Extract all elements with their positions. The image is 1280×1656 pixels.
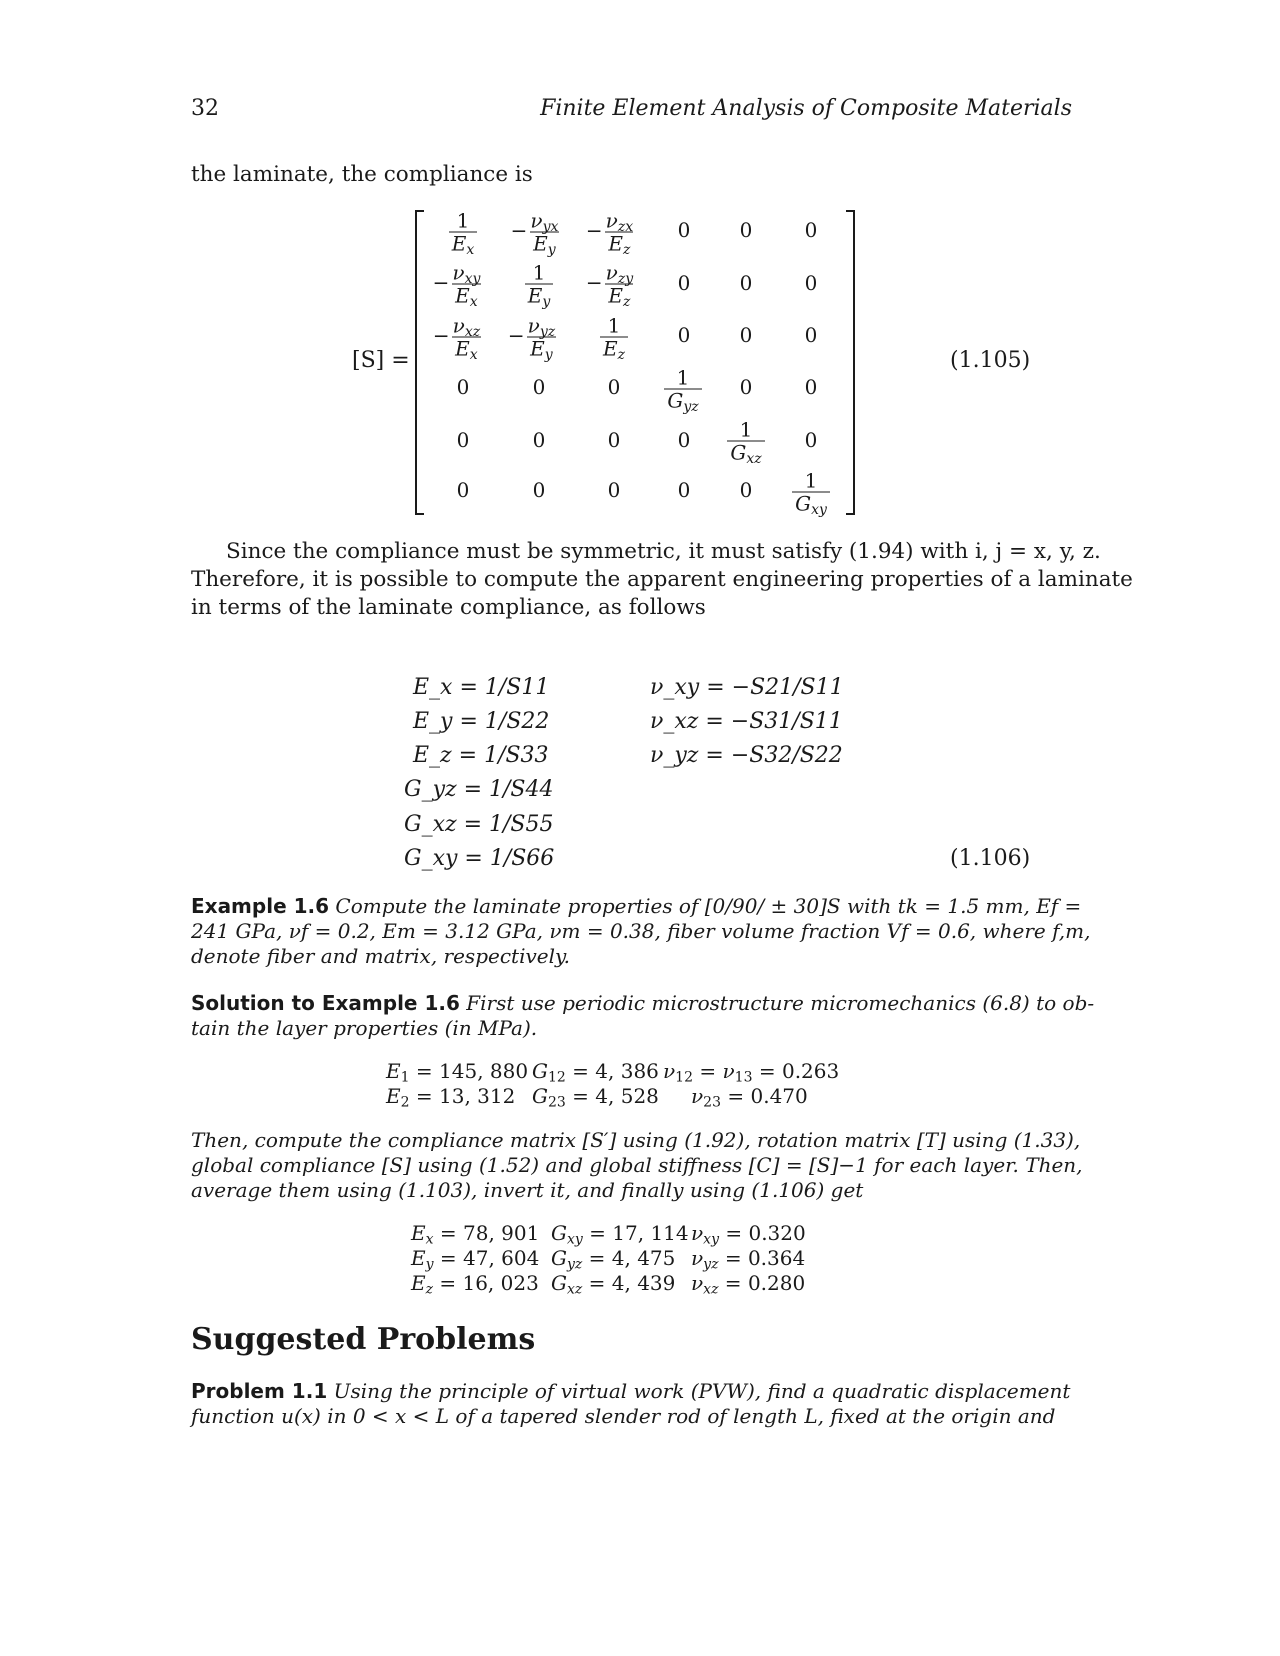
eq-line: ν_yz = −S32/S22 xyxy=(650,743,843,768)
layer-props-row: $G_{12} = 4$, 386 xyxy=(532,1059,659,1086)
eq-line: E_y = 1/S22 xyxy=(413,709,550,734)
intro-line: the laminate, the compliance is xyxy=(191,162,533,187)
matrix-cell: 0 xyxy=(456,375,470,399)
matrix-cell: 0 xyxy=(804,428,818,452)
example-line xyxy=(191,894,1081,918)
matrix-cell: 0 xyxy=(607,428,621,452)
value-nuxz: 0.280 xyxy=(747,1271,806,1295)
matrix-cell: 0 xyxy=(532,478,546,502)
example-line: denote fiber and matrix, respectively. xyxy=(191,944,570,968)
matrix-cell: − $\frac{\nu_{xy}}{E_x}$ xyxy=(432,260,481,310)
matrix-cell: 0 xyxy=(804,218,818,242)
matrix-cell: $\frac{1}{E_y}$ xyxy=(504,262,574,307)
solution-line: tain the layer properties (in MPa). xyxy=(191,1016,538,1040)
value-nuyz: 0.364 xyxy=(747,1246,806,1270)
value-nu23: 0.470 xyxy=(750,1084,808,1108)
matrix-cell: 0 xyxy=(804,375,818,399)
matrix-cell: 0 xyxy=(677,478,691,502)
laminate-props-row: $\nu_{xz} = 0.280$ xyxy=(691,1271,806,1298)
laminate-props-row: $E_x = 78$, 901 xyxy=(411,1221,540,1248)
paragraph-line: Then, compute the compliance matrix [S′] using (1.92), rotation matrix [T] using (1.33), xyxy=(191,1128,1081,1152)
matrix-cell: − $\frac{\nu_{zx}}{E_z}$ xyxy=(585,208,634,258)
laminate-props-row: $\nu_{xy} = 0.320$ xyxy=(691,1221,806,1248)
equation-number-1105: (1.105) xyxy=(950,348,1031,373)
paragraph-line: average them using (1.103), invert it, and finally using (1.106) get xyxy=(191,1178,864,1202)
value-Ez: 16, 023 xyxy=(462,1271,539,1295)
matrix-cell: − $\frac{\nu_{yz}}{E_y}$ xyxy=(507,313,556,363)
matrix-cell: 0 xyxy=(739,375,753,399)
laminate-props-row: $G_{xy} = 17$, 114 xyxy=(551,1221,689,1248)
value-Ex: 78, 901 xyxy=(463,1221,540,1245)
equation-number-1106: (1.106) xyxy=(950,846,1031,871)
paragraph-line: Since the compliance must be symmetric, it must satisfy (1.94) with i, j = x, y, z. xyxy=(226,539,1101,564)
matrix-cell: 0 xyxy=(607,375,621,399)
matrix-cell: 0 xyxy=(677,271,691,295)
value-Gxz: 4, 439 xyxy=(611,1271,676,1295)
matrix-cell: 0 xyxy=(739,323,753,347)
matrix-cell: 0 xyxy=(456,428,470,452)
matrix-cell: − $\frac{\nu_{yx}}{E_y}$ xyxy=(510,208,559,258)
layer-props-row: $\nu_{12} = \nu_{13} = 0.263$ xyxy=(663,1059,840,1086)
problem-label: Problem 1.1 xyxy=(191,1379,328,1403)
matrix-cell: $\frac{1}{E_z}$ xyxy=(579,315,649,360)
matrix-cell: 0 xyxy=(677,428,691,452)
value-nuxy: 0.320 xyxy=(748,1221,806,1245)
matrix-cell: $\frac{1}{E_x}$ xyxy=(428,210,498,255)
value-G12: 4, 386 xyxy=(595,1059,659,1083)
solution-line xyxy=(191,991,1094,1015)
laminate-props-row: $G_{yz} = 4$, 475 xyxy=(551,1246,676,1273)
matrix-lhs: [S] = xyxy=(352,348,410,373)
eq-line: ν_xz = −S31/S11 xyxy=(650,709,843,734)
matrix-cell: 0 xyxy=(532,428,546,452)
matrix-cell: − $\frac{\nu_{zy}}{E_z}$ xyxy=(585,260,634,310)
layer-props-row: $G_{23} = 4$, 528 xyxy=(532,1084,659,1111)
value-nu12: 0.263 xyxy=(781,1059,840,1083)
matrix-cell: 0 xyxy=(677,218,691,242)
running-header: Finite Element Analysis of Composite Materials xyxy=(540,96,1072,121)
problem-line: function u(x) in 0 < x < L of a tapered slender rod of length L, fixed at the origin and xyxy=(191,1404,1056,1428)
solution-label: Solution to Example 1.6 xyxy=(191,991,460,1015)
matrix-cell: 0 xyxy=(739,271,753,295)
matrix-cell: $\frac{1}{G_{xy}}$ xyxy=(776,470,846,515)
laminate-props-row: $G_{xz} = 4$, 439 xyxy=(551,1271,676,1298)
matrix-cell: 0 xyxy=(456,478,470,502)
laminate-props-row: $E_y = 47$, 604 xyxy=(411,1246,540,1273)
page-number: 32 xyxy=(191,96,219,121)
value-Ey: 47, 604 xyxy=(463,1246,540,1270)
solution-text: First use periodic microstructure micromechanics (6.8) to ob- xyxy=(466,991,1095,1015)
example-line: 241 GPa, νf = 0.2, Em = 3.12 GPa, νm = 0.38, fiber volume fraction Vf = 0.6, where f,m, xyxy=(191,919,1091,943)
matrix-cell: 0 xyxy=(804,323,818,347)
laminate-props-row: $E_z = 16$, 023 xyxy=(411,1271,539,1298)
eq-line: ν_xy = −S21/S11 xyxy=(650,675,844,700)
eq-line: E_x = 1/S11 xyxy=(413,675,550,700)
matrix-cell: 0 xyxy=(804,271,818,295)
value-E1: 145, 880 xyxy=(439,1059,529,1083)
example-label: Example 1.6 xyxy=(191,894,330,918)
matrix-cell: − $\frac{\nu_{xz}}{E_x}$ xyxy=(432,313,481,363)
paragraph-line: global compliance [S] using (1.52) and global stiffness [C] = [S]−1 for each layer. Then, xyxy=(191,1153,1083,1177)
matrix-cell: $\frac{1}{G_{xz}}$ xyxy=(711,419,781,464)
layer-props-row: $\nu_{23} = 0.470$ xyxy=(691,1084,808,1111)
layer-props-row: $E_2 = 13$, 312 xyxy=(386,1084,516,1111)
matrix-cell: 0 xyxy=(739,218,753,242)
eq-line: G_xz = 1/S55 xyxy=(404,812,554,837)
matrix-cell: 0 xyxy=(532,375,546,399)
matrix-cell: 0 xyxy=(607,478,621,502)
compliance-matrix-equation xyxy=(0,0,1280,540)
problem-text: Using the principle of virtual work (PVW), find a quadratic displacement xyxy=(333,1379,1071,1403)
value-E2: 13, 312 xyxy=(439,1084,516,1108)
problem-line xyxy=(191,1379,1070,1403)
section-heading: Suggested Problems xyxy=(191,1322,536,1357)
eq-line: G_xy = 1/S66 xyxy=(404,846,555,871)
matrix-cell: 0 xyxy=(677,323,691,347)
layer-props-row: $E_1 = 145$, 880 xyxy=(386,1059,529,1086)
value-G23: 4, 528 xyxy=(595,1084,659,1108)
paragraph-line: in terms of the laminate compliance, as follows xyxy=(191,595,706,620)
value-Gyz: 4, 475 xyxy=(611,1246,676,1270)
eq-line: E_z = 1/S33 xyxy=(413,743,549,768)
matrix-cell: $\frac{1}{G_{yz}}$ xyxy=(648,367,718,412)
value-Gxy: 17, 114 xyxy=(612,1221,689,1245)
example-text: Compute the laminate properties of [0/90/ ± 30]S with tk = 1.5 mm, Ef = xyxy=(335,894,1082,918)
paragraph-line: Therefore, it is possible to compute the apparent engineering properties of a laminate xyxy=(191,567,1133,592)
matrix-cell: 0 xyxy=(739,478,753,502)
eq-line: G_yz = 1/S44 xyxy=(404,777,554,802)
laminate-props-row: $\nu_{yz} = 0.364$ xyxy=(691,1246,806,1273)
